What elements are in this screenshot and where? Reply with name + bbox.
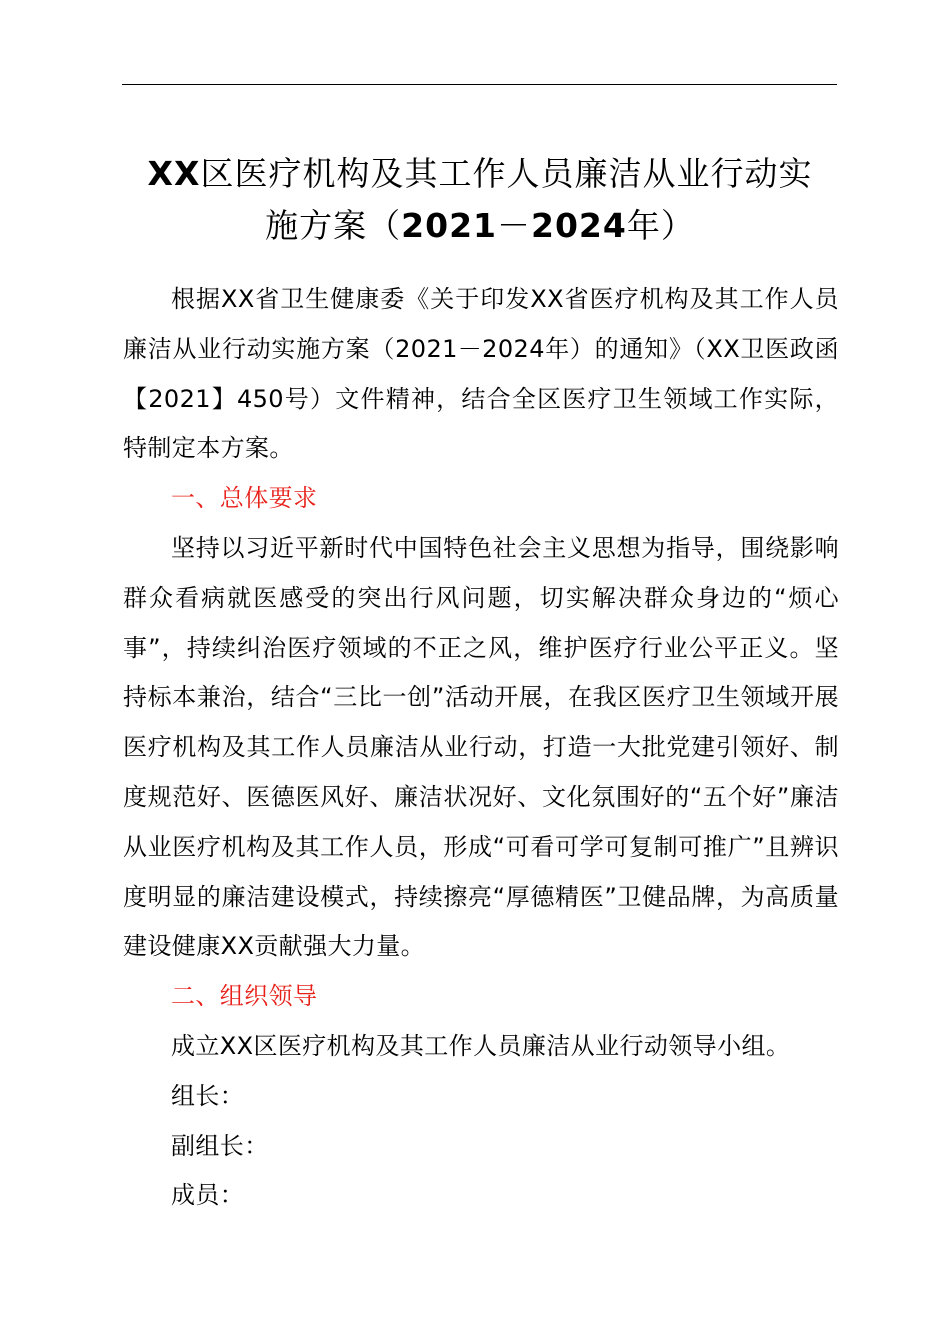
title-year-end: 2024 [531,206,627,245]
leader-line: 组长： [171,1081,245,1110]
document-body [123,275,839,1221]
deputy-leader-line: 副组长： [171,1131,269,1160]
section-1-heading: 一、总体要求 [171,484,318,513]
title-dash: － [497,206,531,245]
intro-paragraph: 根据XX省卫生健康委《关于印发XX省医疗机构及其工作人员廉洁从业行动实施方案（2021－2024年）的通知》（XX卫医政函【2021】450号）文件精神，结合全区医疗卫生领域工作实际，特制定本方案。 [123,285,839,463]
title-year-start: 2021 [401,206,497,245]
section-2-paragraph: 成立XX区医疗机构及其工作人员廉洁从业行动领导小组。 [171,1031,791,1060]
title-line-1 [110,148,850,200]
title-line-2-start: 施方案（ [265,206,402,245]
section-1-paragraph: 坚持以习近平新时代中国特色社会主义思想为指导，围绕影响群众看病就医感受的突出行风问题，切实解决群众身边的“烦心事”，持续纠治医疗领域的不正之风，维护医疗行业公平正义。坚持标本兼治，结合“三比一创”活动开展，在我区医疗卫生领域开展医疗机构及其工作人员廉洁从业行动，打造一大批党建引领好、制度规范好、医德医风好、廉洁状况好、文化氛围好的“五个好”廉洁从业医疗机构及其工作人员，形成“可看可学可复制可推广”且辨识度明显的廉洁建设模式，持续擦亮“厚德精医”卫健品牌，为高质量建设健康XX贡献强大力量。 [123,533,839,961]
members-line: 成员： [171,1181,245,1210]
title-line-2-end: 年） [626,206,695,245]
title-line-2 [110,200,850,252]
document-title [110,148,850,252]
header-rule [122,84,837,85]
title-prefix: XX [147,154,201,193]
title-line-1-text: 区医疗机构及其工作人员廉洁从业行动实 [200,154,813,193]
section-2-heading: 二、组织领导 [171,982,318,1011]
